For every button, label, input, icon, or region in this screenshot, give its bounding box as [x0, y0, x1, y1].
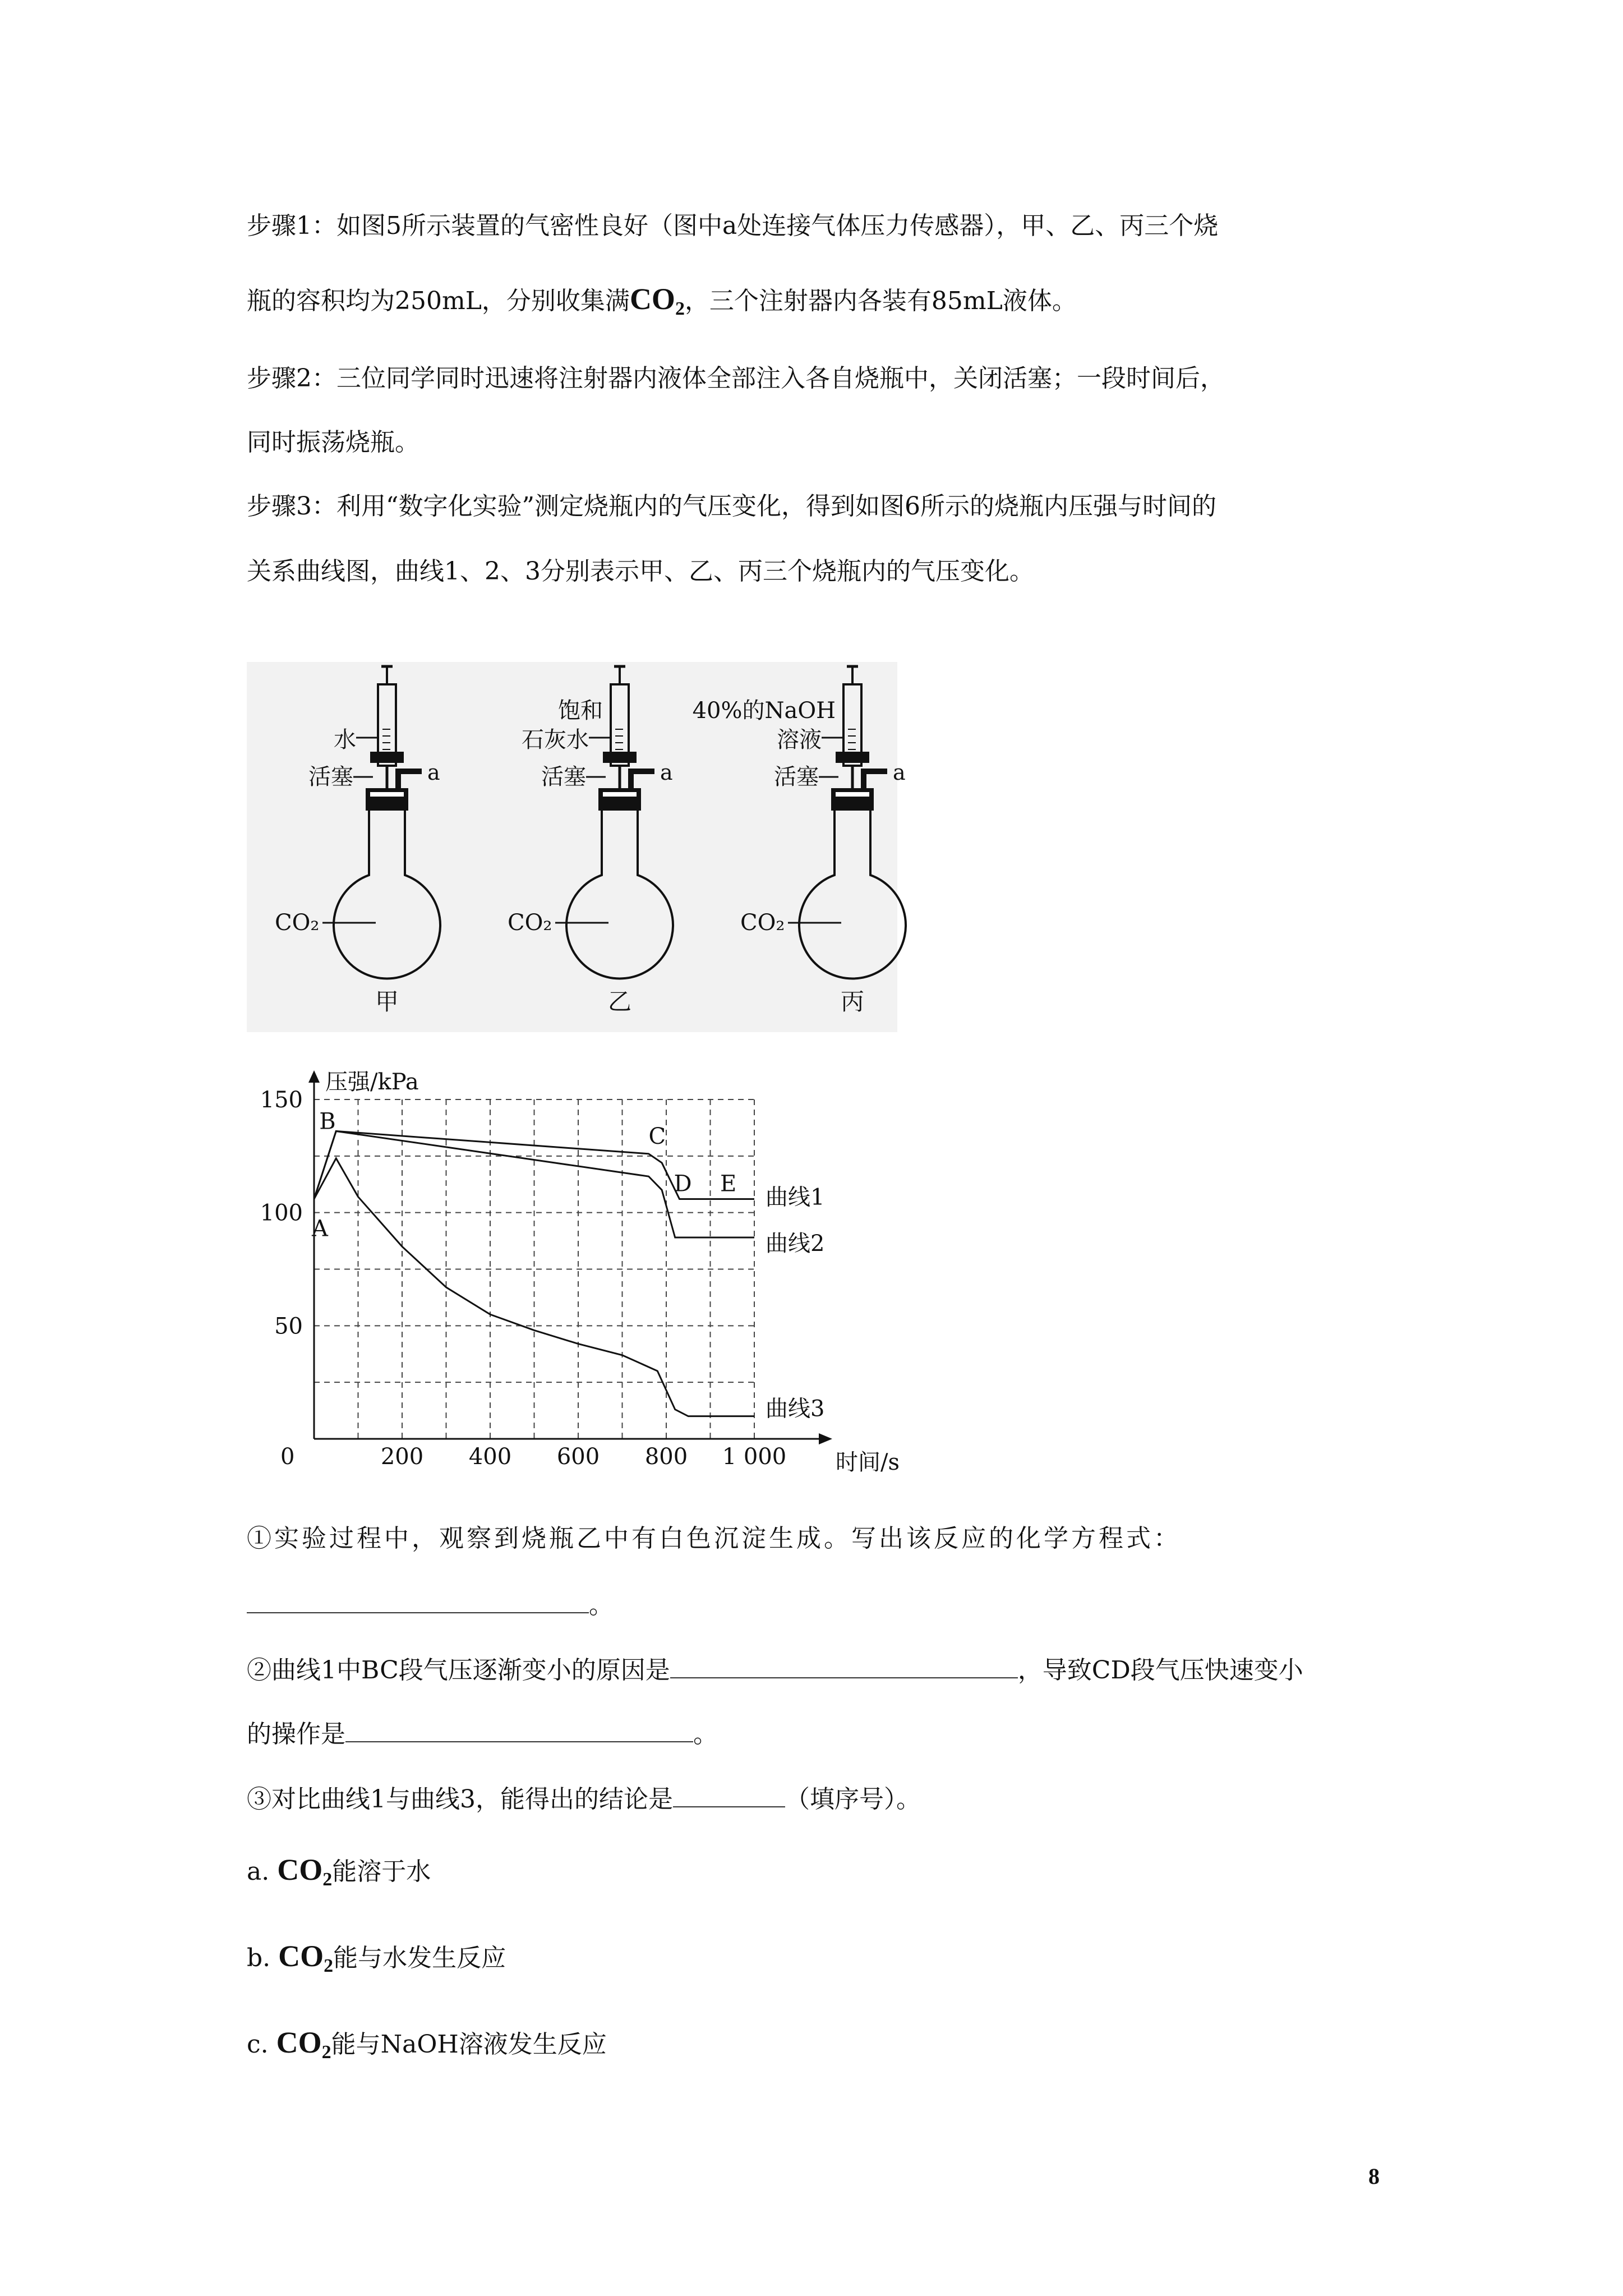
co2-label: CO₂: [275, 910, 320, 936]
point-label-b: B: [319, 1108, 336, 1135]
x-tick-label: 0: [280, 1444, 295, 1470]
question3-line: ③对比曲线1与曲线3，能得出的结论是 （填序号）。: [247, 1785, 921, 1814]
co2-label: CO₂: [508, 910, 552, 936]
step2-line1: 步骤2：三位同学同时迅速将注射器内液体全部注入各自烧瓶中，关闭活塞；一段时间后，: [247, 364, 1225, 393]
option-a: a. $CO_2$能溶于水: [247, 1853, 431, 1890]
y-tick-label: 100: [260, 1200, 303, 1226]
liquid-label-line2: 石灰水: [522, 727, 589, 753]
question2-line2: 的操作是 。: [247, 1720, 718, 1749]
stopper-stripe: [370, 792, 404, 797]
step1-line1: 步骤1：如图5所示装置的气密性良好（图中a处连接气体压力传感器），甲、乙、丙三个烧: [247, 211, 1219, 240]
stopper-label: 活塞: [308, 764, 353, 790]
figure6-pressure-chart: [247, 1066, 920, 1492]
question1-line2: 。: [247, 1591, 1391, 1618]
y-axis-label: 压强/kPa: [325, 1069, 419, 1095]
flask-name: 甲: [375, 988, 399, 1015]
series-label-2: 曲线2: [766, 1231, 825, 1257]
stopper-stripe: [836, 792, 869, 797]
figure5-apparatus: [247, 662, 906, 1032]
step3-line2: 关系曲线图，曲线1、2、3分别表示甲、乙、丙三个烧瓶内的气压变化。: [247, 557, 1034, 586]
x-tick-label: 800: [644, 1444, 688, 1470]
x-tick-label: 600: [556, 1444, 600, 1470]
x-tick-label: 400: [468, 1444, 512, 1470]
stopcock: [603, 752, 637, 763]
liquid-label-line2: 溶液: [777, 727, 822, 753]
x-axis-label: 时间/s: [836, 1450, 900, 1475]
port-a-label: a: [893, 760, 906, 785]
series-label-1: 曲线1: [766, 1184, 825, 1211]
stopper-label: 活塞: [774, 764, 819, 790]
liquid-label-line2: 水: [334, 727, 356, 753]
x-tick-label: 200: [380, 1444, 424, 1470]
x-axis-arrow: [819, 1433, 832, 1444]
step2-line2: 同时振荡烧瓶。: [247, 428, 419, 457]
page-number: 8: [1368, 2164, 1380, 2189]
stopcock: [370, 752, 404, 763]
step1-line2: 瓶的容积均为250mL，分别收集满$CO_2$，三个注射器内各装有85mL液体。: [247, 282, 1077, 319]
step3-line1: 步骤3：利用“数字化实验”测定烧瓶内的气压变化，得到如图6所示的烧瓶内压强与时间的: [247, 492, 1216, 521]
answer-blank-4[interactable]: [673, 1785, 785, 1807]
liquid-label-line1: 40%的NaOH: [692, 698, 836, 724]
flask-name: 丙: [840, 988, 865, 1015]
series-label-3: 曲线3: [766, 1396, 825, 1422]
y-tick-label: 50: [274, 1313, 303, 1340]
port-a-label: a: [660, 760, 673, 785]
point-label-c: C: [648, 1123, 666, 1149]
stopper-label: 活塞: [541, 764, 586, 790]
option-b: b. $CO_2$能与水发生反应: [247, 1939, 506, 1976]
rubber-stopper: [366, 788, 408, 811]
answer-blank-1[interactable]: [247, 1591, 589, 1613]
y-axis-arrow: [308, 1070, 320, 1083]
rubber-stopper: [598, 788, 641, 811]
flask-name: 乙: [607, 988, 632, 1015]
answer-blank-3[interactable]: [345, 1720, 693, 1742]
stopcock: [836, 752, 869, 763]
answer-blank-2[interactable]: [670, 1656, 1018, 1678]
question2-line1: ②曲线1中BC段气压逐渐变小的原因是 ，导致CD段气压快速变小: [247, 1656, 1303, 1685]
y-tick-label: 150: [260, 1087, 303, 1113]
co2-label: CO₂: [740, 910, 785, 936]
co2-formula: $CO_2$: [629, 282, 685, 319]
option-c: c. $CO_2$能与NaOH溶液发生反应: [247, 2026, 607, 2063]
question1-line1: ①实验过程中，观察到烧瓶乙中有白色沉淀生成。写出该反应的化学方程式：: [247, 1524, 1181, 1553]
port-a-label: a: [427, 760, 440, 785]
rubber-stopper: [831, 788, 874, 811]
point-label-a: A: [312, 1216, 328, 1242]
stopper-stripe: [603, 792, 637, 797]
point-label-d: D: [674, 1171, 692, 1197]
point-label-e: E: [720, 1171, 737, 1197]
x-tick-label: 1 000: [722, 1444, 787, 1470]
liquid-label-line1: 饱和: [558, 698, 603, 724]
